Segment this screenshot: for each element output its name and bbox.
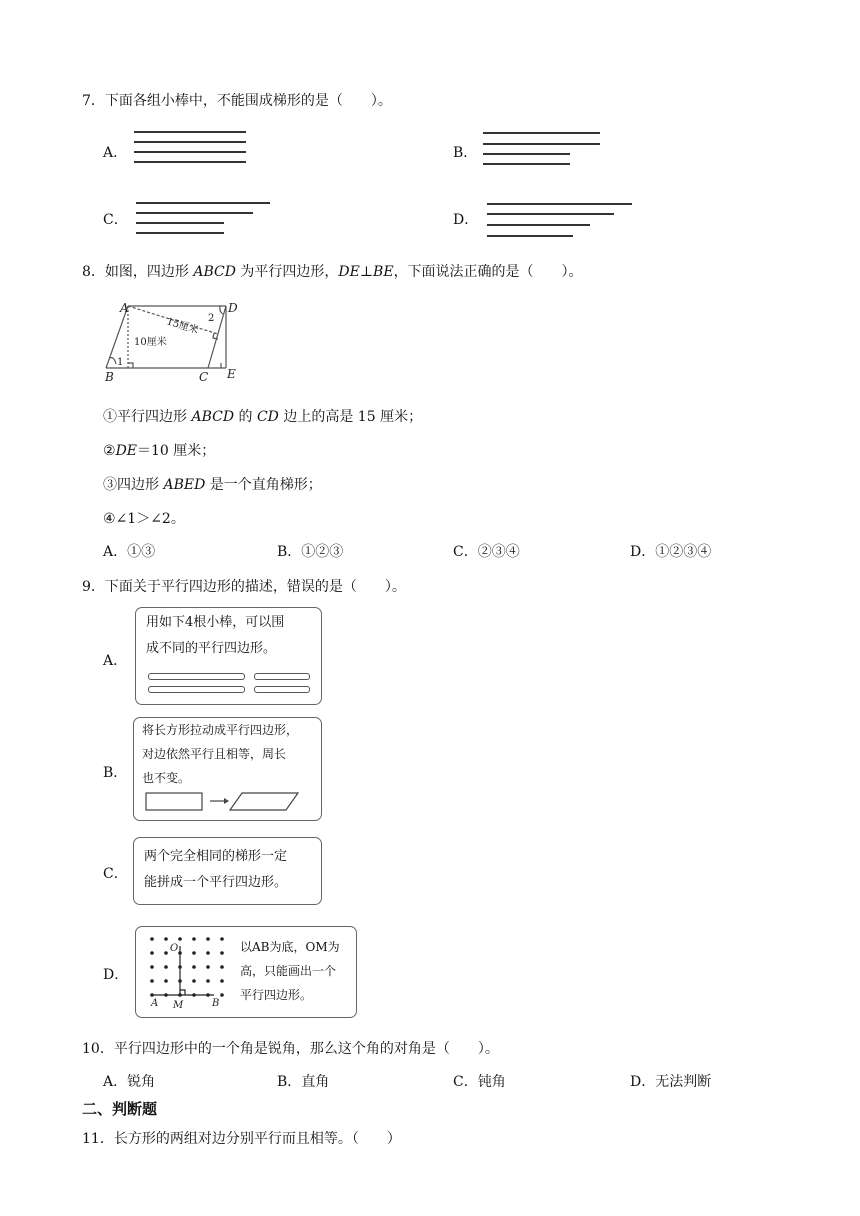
grid-dot bbox=[206, 951, 210, 955]
grid-dot bbox=[164, 979, 168, 983]
q8-s3-abed: ABED bbox=[163, 477, 206, 493]
rod bbox=[148, 673, 245, 680]
q10-option-d: D．无法判断 bbox=[630, 1074, 712, 1090]
q9-box-b-line3: 也不变。 bbox=[142, 771, 191, 785]
q8-s1-abcd: ABCD bbox=[191, 409, 235, 425]
grid-dot bbox=[178, 937, 182, 941]
stick bbox=[134, 141, 246, 143]
grid-dot bbox=[220, 937, 224, 941]
fig-label-e: E bbox=[227, 367, 236, 381]
q8-s4-number: ④ bbox=[103, 511, 116, 527]
grid-dot bbox=[150, 965, 154, 969]
q7-option-a-label: A． bbox=[103, 145, 128, 161]
q9-option-a-label: A． bbox=[103, 653, 128, 669]
stick bbox=[487, 235, 573, 237]
q8-statement-3 bbox=[103, 474, 322, 494]
q9-box-d-line2: 高，只能画出一个 bbox=[240, 964, 337, 978]
stick bbox=[487, 213, 614, 215]
grid-dot bbox=[220, 965, 224, 969]
stick bbox=[136, 232, 224, 234]
q10-option-a: A．锐角 bbox=[103, 1074, 156, 1090]
q8-option-b: B．①②③ bbox=[277, 544, 344, 560]
q8-stem-text: 为平行四边形， bbox=[235, 264, 339, 280]
q9-box-c-line1: 两个完全相同的梯形一定 bbox=[144, 849, 288, 864]
stick bbox=[134, 151, 246, 153]
grid-dot bbox=[206, 979, 210, 983]
q8-s3-text: 是一个直角梯形； bbox=[205, 477, 322, 493]
q9-box-a bbox=[135, 607, 322, 705]
q8-option-c: C．②③④ bbox=[453, 544, 520, 560]
q9-option-d-label: D． bbox=[103, 967, 129, 983]
grid-dot bbox=[192, 951, 196, 955]
rod bbox=[148, 686, 245, 693]
fig-len-10: 10厘米 bbox=[134, 337, 167, 348]
q9-box-b-line1: 将长方形拉动成平行四边形， bbox=[142, 723, 299, 737]
grid-dot bbox=[150, 951, 154, 955]
grid-dot bbox=[192, 937, 196, 941]
q11-stem: 11．长方形的两组对边分别平行而且相等。（ ） bbox=[82, 1131, 401, 1147]
q7-option-c-label: C． bbox=[103, 212, 128, 228]
q8-stem-abcd: ABCD bbox=[193, 264, 236, 280]
stick bbox=[487, 224, 590, 226]
dot-label-o: O bbox=[170, 943, 179, 954]
q8-s1-text: 平行四边形 bbox=[117, 409, 192, 425]
fig-angle-1: 1 bbox=[117, 357, 124, 368]
q10-option-b: B．直角 bbox=[277, 1074, 330, 1090]
q8-s4-text: ∠1＞∠2。 bbox=[115, 511, 185, 527]
dot-label-a: A bbox=[151, 998, 159, 1009]
q8-s1-cd: CD bbox=[256, 409, 279, 425]
q8-s1-text: 的 bbox=[234, 409, 257, 425]
stick bbox=[483, 153, 570, 155]
grid-dot bbox=[192, 965, 196, 969]
q8-option-d: D．①②③④ bbox=[630, 544, 712, 560]
q8-s2-de: DE bbox=[115, 443, 138, 459]
fig-angle-2: 2 bbox=[208, 313, 215, 324]
stick bbox=[483, 163, 570, 165]
rectangle-to-parallelogram-icon bbox=[134, 718, 321, 820]
dot-grid-figure bbox=[136, 927, 236, 1017]
q10-stem: 10．平行四边形中的一个角是锐角，那么这个角的对角是（ ）。 bbox=[82, 1041, 499, 1057]
stick bbox=[134, 131, 246, 133]
q9-option-b-label: B． bbox=[103, 765, 128, 781]
grid-dot bbox=[220, 993, 224, 997]
grid-dot bbox=[164, 965, 168, 969]
q9-box-d bbox=[135, 926, 357, 1018]
q7-option-d-label: D． bbox=[453, 212, 479, 228]
q8-stem-be: BE bbox=[373, 264, 394, 280]
dot-label-b: B bbox=[212, 998, 220, 1009]
q9-box-a-line2: 成不同的平行四边形。 bbox=[146, 641, 277, 656]
q8-s1-number: ① bbox=[103, 409, 117, 425]
grid-dot bbox=[164, 951, 168, 955]
grid-dot bbox=[164, 937, 168, 941]
dot-label-m: M bbox=[173, 1000, 184, 1011]
q9-box-d-line1: 以AB为底，OM为 bbox=[240, 940, 340, 954]
q8-s2-number: ② bbox=[103, 443, 116, 459]
grid-dot bbox=[220, 951, 224, 955]
q8-s1-text: 边上的高是 15 厘米； bbox=[278, 409, 423, 425]
fig-label-b: B bbox=[105, 370, 114, 384]
q8-statement-2 bbox=[103, 440, 215, 460]
q9-box-b bbox=[133, 717, 322, 821]
fig-label-c: C bbox=[199, 370, 209, 384]
fig-label-d: D bbox=[228, 301, 238, 315]
q8-s3-number: ③ bbox=[103, 477, 117, 493]
rod bbox=[254, 673, 310, 680]
q8-stem bbox=[82, 261, 583, 281]
stick bbox=[134, 161, 246, 163]
q9-box-c-line2: 能拼成一个平行四边形。 bbox=[144, 875, 288, 890]
stick bbox=[136, 212, 253, 214]
grid-dot bbox=[150, 937, 154, 941]
q8-option-a: A．①③ bbox=[103, 544, 156, 560]
q7-stem: 7．下面各组小棒中，不能围成梯形的是（ ）。 bbox=[82, 93, 392, 109]
grid-dot bbox=[220, 979, 224, 983]
q8-statement-1 bbox=[103, 406, 422, 426]
stick bbox=[483, 143, 600, 145]
q9-box-d-line3: 平行四边形。 bbox=[240, 988, 313, 1002]
q9-box-a-line1: 用如下4根小棒，可以围 bbox=[146, 615, 285, 630]
section-heading: 二、判断题 bbox=[82, 1100, 158, 1118]
q8-stem-perp: ⊥ bbox=[359, 264, 374, 280]
q8-stem-de: DE bbox=[338, 264, 360, 280]
q10-option-c: C．钝角 bbox=[453, 1074, 506, 1090]
stick bbox=[487, 203, 632, 205]
fig-label-a: A bbox=[120, 301, 129, 315]
stick bbox=[136, 222, 224, 224]
stick bbox=[483, 132, 600, 134]
fig-len-15: 15厘米 bbox=[165, 316, 200, 337]
rod bbox=[254, 686, 310, 693]
grid-dot bbox=[192, 979, 196, 983]
grid-dot bbox=[206, 937, 210, 941]
q9-option-c-label: C． bbox=[103, 866, 128, 882]
q9-stem: 9．下面关于平行四边形的描述，错误的是（ ）。 bbox=[82, 579, 406, 595]
q8-stem-text: ，下面说法正确的是（ ）。 bbox=[393, 264, 583, 280]
q8-s3-text: 四边形 bbox=[117, 477, 164, 493]
q9-box-b-line2: 对边依然平行且相等，周长 bbox=[142, 747, 287, 761]
grid-dot bbox=[206, 965, 210, 969]
q9-box-c bbox=[133, 837, 322, 905]
q8-stem-text: 8．如图，四边形 bbox=[82, 264, 194, 280]
q8-statement-4 bbox=[103, 508, 185, 528]
grid-dot bbox=[150, 979, 154, 983]
q7-option-b-label: B． bbox=[453, 145, 478, 161]
q8-s2-text: ＝10 厘米； bbox=[137, 443, 216, 459]
stick bbox=[136, 202, 270, 204]
